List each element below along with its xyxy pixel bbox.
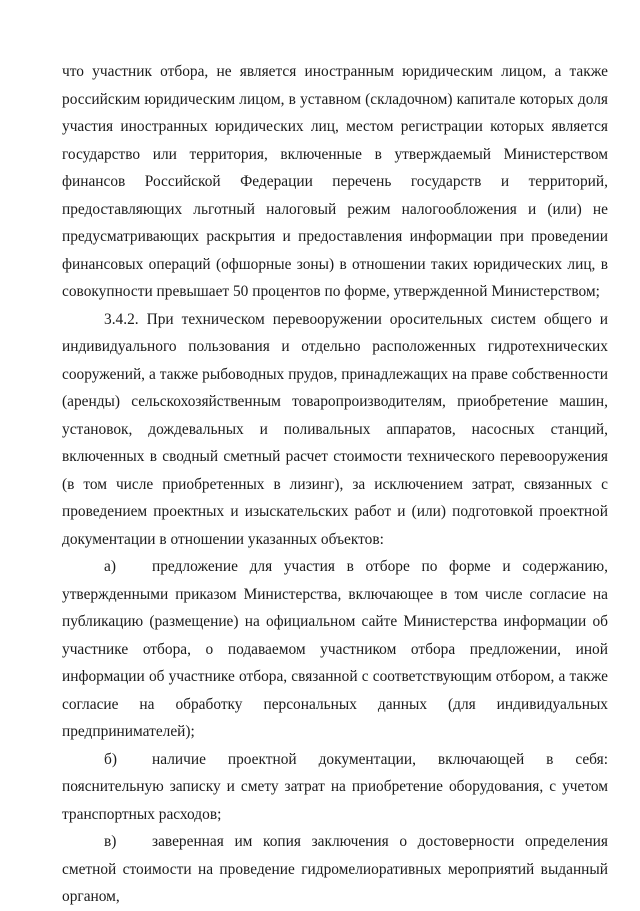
- list-item-a-text: предложение для участия в отборе по форме и содержанию, утвержденными приказом Министерства, включающее в том числе согласие на публикацию (размещение) на официальном сайте Министерства информации об участнике отбора, о подаваемом участником отбора предложении, иной информации об участнике отбора, связанной с соответствующим отбором, а также согласие на обработку персональных данных (для индивидуальных предпринимателей);: [62, 558, 608, 740]
- list-marker-v: в): [104, 833, 117, 850]
- list-item-v: [62, 828, 608, 911]
- list-marker-b: б): [104, 750, 117, 768]
- list-item-b-text: наличие проектной документации, включающей в себя: пояснительную записку и смету затрат на приобретение оборудования, с учетом транспортных расходов;: [62, 750, 608, 823]
- list-item-v-text: заверенная им копия заключения о достоверности определения сметной стоимости на проведение гидромелиоративных мероприятий выданный органом,: [62, 833, 608, 905]
- list-item-a: [62, 553, 608, 746]
- paragraph-continuation: что участник отбора, не является иностранным юридическим лицом, а также российским юридическим лицом, в уставном (складочном) капитале которых доля участия иностранных юридических лиц, местом регистрации которых является государство или территория, включенные в утверждаемый Министерством финансов Российской Федерации перечень государств и территорий, предоставляющих льготный налоговый режим налогообложения и (или) не предусматривающих раскрытия и предоставления информации при проведении финансовых операций (офшорные зоны) в отношении таких юридических лиц, в совокупности превышает 50 процентов по форме, утвержденной Министерством;: [62, 63, 608, 300]
- section-3-4-2: 3.4.2. При техническом перевооружении оросительных систем общего и индивидуального пользования и отдельно расположенных гидротехнических сооружений, а также рыбоводных прудов, принадлежащих на праве собственности (аренды) сельскохозяйственным товаропроизводителям, приобретение машин, установок, дождевальных и поливальных аппаратов, насосных станций, включенных в сводный сметный расчет стоимости технического перевооружения (в том числе приобретенных в лизинг), за исключением затрат, связанных с проведением проектных и изыскательских работ и (или) подготовкой проектной документации в отношении указанных объектов:: [62, 310, 608, 548]
- list-item-b: [62, 746, 608, 829]
- document-body: [62, 58, 608, 911]
- list-marker-a: а): [104, 558, 116, 575]
